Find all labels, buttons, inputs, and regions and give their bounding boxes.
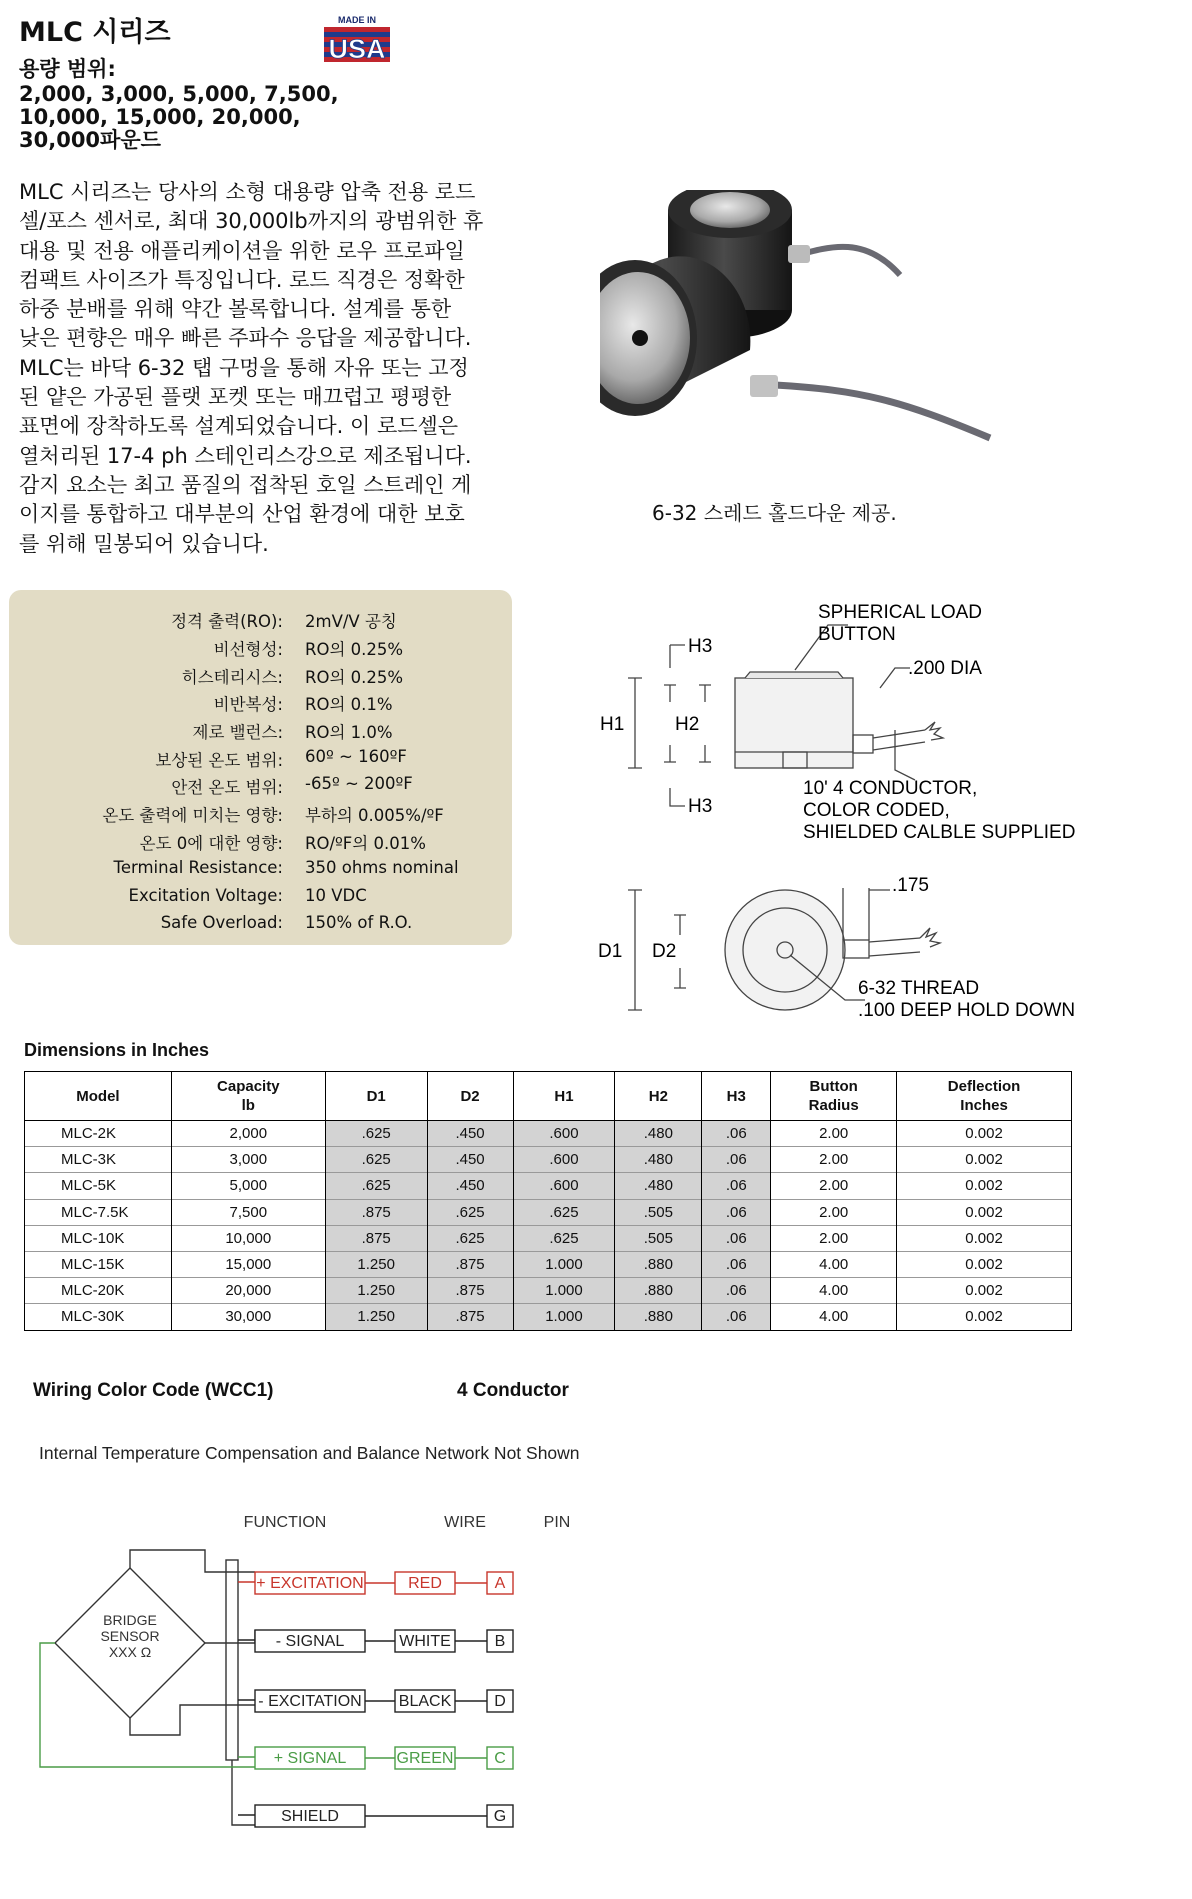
table-cell: .875 [427, 1251, 513, 1277]
table-cell: 15,000 [171, 1251, 325, 1277]
table-cell: 0.002 [897, 1121, 1072, 1147]
table-row [25, 1199, 1072, 1225]
wire-row [238, 1690, 513, 1712]
column-header: Capacity lb [171, 1072, 325, 1121]
table-cell: .600 [513, 1147, 615, 1173]
table-cell: 5,000 [171, 1173, 325, 1199]
spherical-load-button-label: SPHERICAL LOAD [818, 602, 983, 623]
table-cell: 2.00 [771, 1225, 897, 1251]
spec-value: 150% of R.O. [305, 913, 413, 932]
pin-label: D [494, 1693, 506, 1710]
table-cell: 0.002 [897, 1147, 1072, 1173]
table-cell: 30,000 [171, 1304, 325, 1330]
spec-label: 온도 0에 대한 영향: [139, 834, 283, 853]
pin-label: G [493, 1808, 507, 1825]
photo-caption: 6-32 스레드 홀드다운 제공. [652, 501, 897, 525]
wiring-note: Internal Temperature Compensation and Balance Network Not Shown [39, 1443, 580, 1463]
description-line: 된 얕은 가공된 플랫 포켓 또는 매끄럽고 평평한 [19, 385, 452, 410]
spec-label: 보상된 온도 범위: [155, 751, 283, 770]
h2-label: H2 [675, 714, 700, 735]
function-label: SHIELD [281, 1808, 339, 1825]
dimensions-table [24, 1071, 1072, 1331]
table-cell: .880 [615, 1251, 702, 1277]
table-cell: 10,000 [171, 1225, 325, 1251]
table-cell: 4.00 [771, 1251, 897, 1277]
pin-label: C [494, 1750, 506, 1767]
table-cell: .06 [702, 1147, 771, 1173]
spec-value: RO/ºF의 0.01% [305, 834, 426, 853]
table-cell: .06 [702, 1278, 771, 1304]
wire-row [238, 1747, 513, 1769]
product-description [19, 178, 509, 559]
table-cell: 1.250 [325, 1278, 427, 1304]
description-line: 열처리된 17-4 ph 스테인리스강으로 제조됩니다. [19, 443, 472, 468]
h3-label: H3 [688, 796, 713, 817]
table-cell: .450 [427, 1121, 513, 1147]
table-cell: 1.000 [513, 1278, 615, 1304]
function-label: - SIGNAL [275, 1633, 345, 1650]
cable-label: 10' 4 CONDUCTOR, [803, 778, 978, 799]
spec-value: 부하의 0.005%/ºF [305, 806, 444, 825]
table-cell: 2.00 [771, 1147, 897, 1173]
table-cell: .600 [513, 1121, 615, 1147]
model-cell: MLC-3K [25, 1147, 172, 1173]
wire-label: WHITE [399, 1633, 451, 1650]
table-row [25, 1304, 1072, 1330]
capacity-range-line: 2,000, 3,000, 5,000, 7,500, [19, 82, 339, 106]
table-cell: .505 [615, 1225, 702, 1251]
wiring-diagram [30, 1500, 610, 1840]
column-header: Model [25, 1072, 172, 1121]
description-line: 낮은 편향은 매우 빠른 주파수 응답을 제공합니다. [19, 326, 472, 351]
sensor-label: XXX Ω [108, 1644, 152, 1660]
spec-label: 정격 출력(RO): [171, 612, 283, 631]
description-line: 이지를 통합하고 대부분의 산업 환경에 대한 보호 [19, 502, 465, 527]
table-row [25, 1173, 1072, 1199]
description-line: 셀/포스 센서로, 최대 30,000lb까지의 광범위한 휴 [19, 209, 484, 234]
table-cell: .875 [325, 1199, 427, 1225]
description-line: 감지 요소는 최고 품질의 접착된 호일 스트레인 게 [19, 472, 472, 497]
spec-label: 비선형성: [213, 640, 283, 659]
table-cell: .06 [702, 1199, 771, 1225]
pin-header: PIN [543, 1514, 571, 1531]
spec-value: RO의 0.25% [305, 640, 404, 659]
spec-value: RO의 0.1% [305, 695, 393, 714]
badge-main-text: USA [328, 34, 386, 64]
spec-value: RO의 1.0% [305, 723, 393, 742]
table-cell: 3,000 [171, 1147, 325, 1173]
spec-label: Excitation Voltage: [128, 886, 283, 905]
function-label: + EXCITATION [256, 1575, 364, 1592]
table-cell: .480 [615, 1173, 702, 1199]
wire-label: GREEN [396, 1750, 454, 1767]
table-cell: .625 [513, 1225, 615, 1251]
table-cell: 2.00 [771, 1199, 897, 1225]
table-cell: 2.00 [771, 1121, 897, 1147]
wiring-conductor-count: 4 Conductor [457, 1380, 569, 1401]
model-cell: MLC-2K [25, 1121, 172, 1147]
description-line: 표면에 장착하도록 설계되었습니다. 이 로드셀은 [19, 414, 459, 439]
wire-row [238, 1572, 513, 1594]
spherical-load-button-label: BUTTON [818, 624, 896, 645]
spec-label: 히스테리시스: [181, 668, 283, 687]
spec-label: 온도 출력에 미치는 영향: [102, 806, 283, 825]
table-row [25, 1278, 1072, 1304]
table-cell: .880 [615, 1304, 702, 1330]
table-cell: 1.250 [325, 1251, 427, 1277]
spec-label: Terminal Resistance: [113, 858, 283, 877]
spec-label: 제로 밸런스: [192, 723, 283, 742]
pin-label: A [494, 1575, 506, 1592]
table-cell: 0.002 [897, 1173, 1072, 1199]
thread-label: .100 DEEP HOLD DOWN [858, 1000, 1076, 1021]
capacity-range-line: 10,000, 15,000, 20,000, [19, 105, 301, 129]
pin-label: B [494, 1633, 506, 1650]
spec-label: 안전 온도 범위: [171, 778, 283, 797]
d2-label: D2 [652, 941, 677, 962]
column-header: Button Radius [771, 1072, 897, 1121]
wire-header: WIRE [444, 1514, 486, 1531]
description-line: 하중 분배를 위해 약간 볼록합니다. 설계를 통한 [19, 297, 452, 322]
table-cell: 0.002 [897, 1278, 1072, 1304]
model-cell: MLC-30K [25, 1304, 172, 1330]
h1-label: H1 [600, 714, 625, 735]
column-header: H1 [513, 1072, 615, 1121]
table-cell: 0.002 [897, 1304, 1072, 1330]
table-cell: 1.000 [513, 1251, 615, 1277]
table-cell: .06 [702, 1251, 771, 1277]
table-row [25, 1251, 1072, 1277]
dimension-drawing [590, 590, 1150, 1030]
model-cell: MLC-15K [25, 1251, 172, 1277]
column-header: Deflection Inches [897, 1072, 1072, 1121]
description-line: MLC는 바닥 6-32 탭 구멍을 통해 자유 또는 고정 [19, 355, 469, 380]
capacity-range-line: 30,000파운드 [19, 128, 161, 152]
description-line: 컴팩트 사이즈가 특징입니다. 로드 직경은 정확한 [19, 267, 465, 292]
page-title: MLC 시리즈 [19, 17, 171, 48]
model-cell: MLC-5K [25, 1173, 172, 1199]
badge-top-text: MADE IN [338, 15, 376, 25]
wiring-title: Wiring Color Code (WCC1) [33, 1380, 274, 1401]
capacity-range-label: 용량 범위: [19, 57, 116, 81]
description-line: 대용 및 전용 애플리케이션을 위한 로우 프로파일 [19, 238, 465, 263]
table-cell: .06 [702, 1225, 771, 1251]
d1-label: D1 [598, 941, 623, 962]
model-cell: MLC-10K [25, 1225, 172, 1251]
wire-label: BLACK [398, 1693, 452, 1710]
table-header-row [25, 1072, 1072, 1121]
spec-label: Safe Overload: [160, 913, 283, 932]
table-cell: .625 [513, 1199, 615, 1225]
function-label: + SIGNAL [273, 1750, 347, 1767]
spec-value: 10 VDC [305, 886, 367, 905]
wire-label: RED [408, 1575, 442, 1592]
table-cell: .880 [615, 1278, 702, 1304]
spec-value: -65º ~ 200ºF [305, 774, 413, 793]
table-cell: .875 [427, 1304, 513, 1330]
table-cell: 7,500 [171, 1199, 325, 1225]
offset-label: .175 [892, 875, 929, 896]
column-header: D1 [325, 1072, 427, 1121]
spec-value: RO의 0.25% [305, 668, 404, 687]
made-in-usa-badge [322, 14, 392, 64]
product-photo [600, 190, 1070, 460]
table-cell: .450 [427, 1147, 513, 1173]
sensor-label: BRIDGE [103, 1612, 157, 1628]
dimensions-title: Dimensions in Inches [24, 1040, 210, 1060]
table-cell: .625 [325, 1147, 427, 1173]
table-cell: 2.00 [771, 1173, 897, 1199]
cable-label: COLOR CODED, [803, 800, 950, 821]
table-cell: .875 [325, 1225, 427, 1251]
table-cell: 1.000 [513, 1304, 615, 1330]
spec-label: 비반복성: [213, 695, 283, 714]
table-cell: 4.00 [771, 1304, 897, 1330]
column-header: H2 [615, 1072, 702, 1121]
function-header: FUNCTION [243, 1514, 327, 1531]
column-header: D2 [427, 1072, 513, 1121]
description-line: 를 위해 밀봉되어 있습니다. [19, 531, 269, 556]
table-cell: .450 [427, 1173, 513, 1199]
model-cell: MLC-7.5K [25, 1199, 172, 1225]
spec-value: 350 ohms nominal [305, 858, 459, 877]
h3-label: H3 [688, 636, 713, 657]
description-line: MLC 시리즈는 당사의 소형 대용량 압축 전용 로드 [19, 180, 476, 204]
diameter-label: .200 DIA [908, 658, 982, 679]
wire-row [238, 1630, 513, 1652]
table-cell: 20,000 [171, 1278, 325, 1304]
table-cell: .600 [513, 1173, 615, 1199]
table-row [25, 1225, 1072, 1251]
table-cell: .06 [702, 1121, 771, 1147]
table-cell: .480 [615, 1147, 702, 1173]
sensor-label: SENSOR [100, 1628, 160, 1644]
wire-row [238, 1805, 513, 1827]
table-cell: .625 [325, 1121, 427, 1147]
table-cell: .625 [325, 1173, 427, 1199]
table-cell: 4.00 [771, 1278, 897, 1304]
function-label: - EXCITATION [258, 1693, 362, 1710]
table-cell: .625 [427, 1225, 513, 1251]
table-cell: 2,000 [171, 1121, 325, 1147]
thread-label: 6-32 THREAD [858, 978, 980, 999]
table-row [25, 1121, 1072, 1147]
table-cell: .875 [427, 1278, 513, 1304]
table-cell: .505 [615, 1199, 702, 1225]
table-cell: 0.002 [897, 1199, 1072, 1225]
cable-label: SHIELDED CALBLE SUPPLIED [803, 822, 1076, 843]
model-cell: MLC-20K [25, 1278, 172, 1304]
table-cell: 0.002 [897, 1225, 1072, 1251]
table-cell: .06 [702, 1173, 771, 1199]
table-cell: .480 [615, 1121, 702, 1147]
table-cell: .625 [427, 1199, 513, 1225]
specifications-panel [9, 590, 512, 945]
table-row [25, 1147, 1072, 1173]
spec-value: 2mV/V 공칭 [305, 612, 397, 631]
table-cell: .06 [702, 1304, 771, 1330]
spec-value: 60º ~ 160ºF [305, 747, 407, 766]
column-header: H3 [702, 1072, 771, 1121]
table-cell: 0.002 [897, 1251, 1072, 1277]
table-cell: 1.250 [325, 1304, 427, 1330]
